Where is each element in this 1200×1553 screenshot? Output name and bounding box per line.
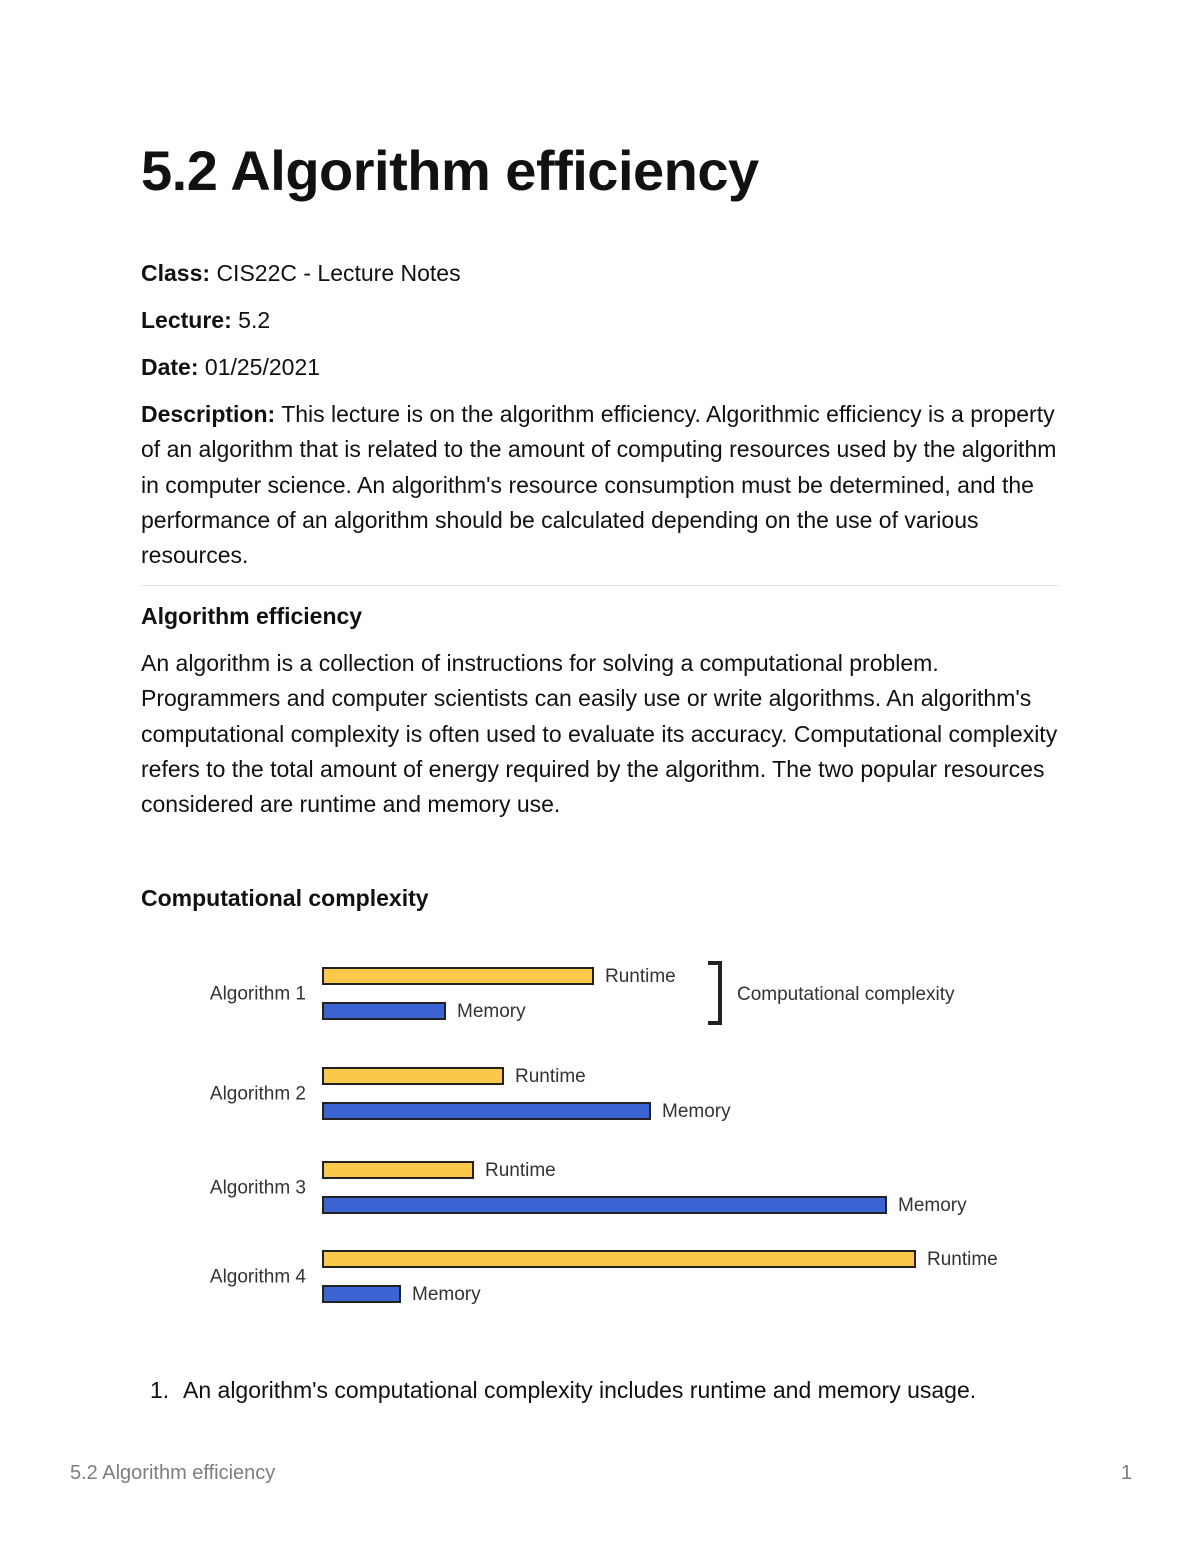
date-value: 01/25/2021 (204, 354, 321, 380)
category-label: Algorithm 3 (209, 1177, 306, 1199)
bar-label-runtime: Runtime (605, 966, 676, 987)
bar-runtime (323, 1162, 473, 1178)
lecture-label: Lecture (141, 307, 225, 333)
bar-label-memory: Memory (457, 1001, 526, 1022)
section-divider (141, 585, 1059, 586)
description-text: This lecture is on the algorithm efficiency. Algorithmic efficiency is a property of an algorithm that is related to the amount of computing resources used by the algorithm in computer science. An algorithm's resource consumption must be determined, and the performance of an algorithm should be calculated depending on the use of various resources. (141, 401, 1057, 569)
bar-memory (323, 1197, 886, 1213)
category-label: Algorithm 2 (209, 1083, 306, 1105)
date-line: Date: 01/25/2021 (141, 354, 321, 380)
bar-label-runtime: Runtime (927, 1249, 998, 1270)
list-item (150, 1373, 976, 1408)
bar-memory (323, 1286, 400, 1302)
bar-memory (323, 1103, 650, 1119)
bar-runtime (323, 968, 593, 984)
class-line: Class: CIS22C - Lecture Notes (141, 260, 461, 286)
bracket-label: Computational complexity (737, 984, 955, 1005)
bar-label-runtime: Runtime (515, 1066, 586, 1087)
bar-runtime (323, 1068, 503, 1084)
class-label: Class (141, 260, 203, 286)
class-value: CIS22C - Lecture Notes (216, 260, 461, 286)
description-paragraph: Description: This lecture is on the algorithm efficiency. Algorithmic efficiency is a property of an algorithm that is related to the amount of computing resources used by the algorithm in computer science. An algorithm's resource consumption must be determined, and the performance of an algorithm should be calculated depending on the use of various resources. (141, 401, 1057, 569)
category-label: Algorithm 4 (209, 1266, 306, 1288)
computational-complexity-chart (0, 940, 1200, 1330)
bar-label-memory: Memory (412, 1284, 481, 1305)
section-heading-algorithm-efficiency: Algorithm efficiency (141, 603, 363, 629)
numbered-list (150, 1373, 976, 1408)
bar-runtime (323, 1251, 915, 1267)
list-item-number: 1. (150, 1377, 170, 1403)
bracket-shape (708, 963, 720, 1023)
footer-title: 5.2 Algorithm efficiency (70, 1462, 276, 1484)
lecture-line: Lecture: 5.2 (141, 307, 271, 333)
bar-memory (323, 1003, 445, 1019)
section-body-algorithm-efficiency: An algorithm is a collection of instructions for solving a computational problem. Programmers and computer scientists can easily use or write algorithms. An algorithm's computational complexity is often used to evaluate its accuracy. Computational complexity refers to the total amount of energy required by the algorithm. The two popular resources considered are runtime and memory use. (141, 650, 1058, 818)
bar-label-memory: Memory (898, 1195, 967, 1216)
date-label: Date (141, 354, 191, 380)
section-heading-computational-complexity: Computational complexity (141, 885, 429, 911)
lecture-value: 5.2 (238, 307, 271, 333)
bar-label-runtime: Runtime (485, 1160, 556, 1181)
footer-page-number: 1 (1121, 1462, 1133, 1484)
page-title: 5.2 Algorithm efficiency (141, 139, 759, 202)
category-label: Algorithm 1 (209, 983, 306, 1005)
list-item-text: An algorithm's computational complexity includes runtime and memory usage. (183, 1377, 977, 1403)
description-label: Description (141, 401, 268, 427)
bar-label-memory: Memory (662, 1101, 731, 1122)
